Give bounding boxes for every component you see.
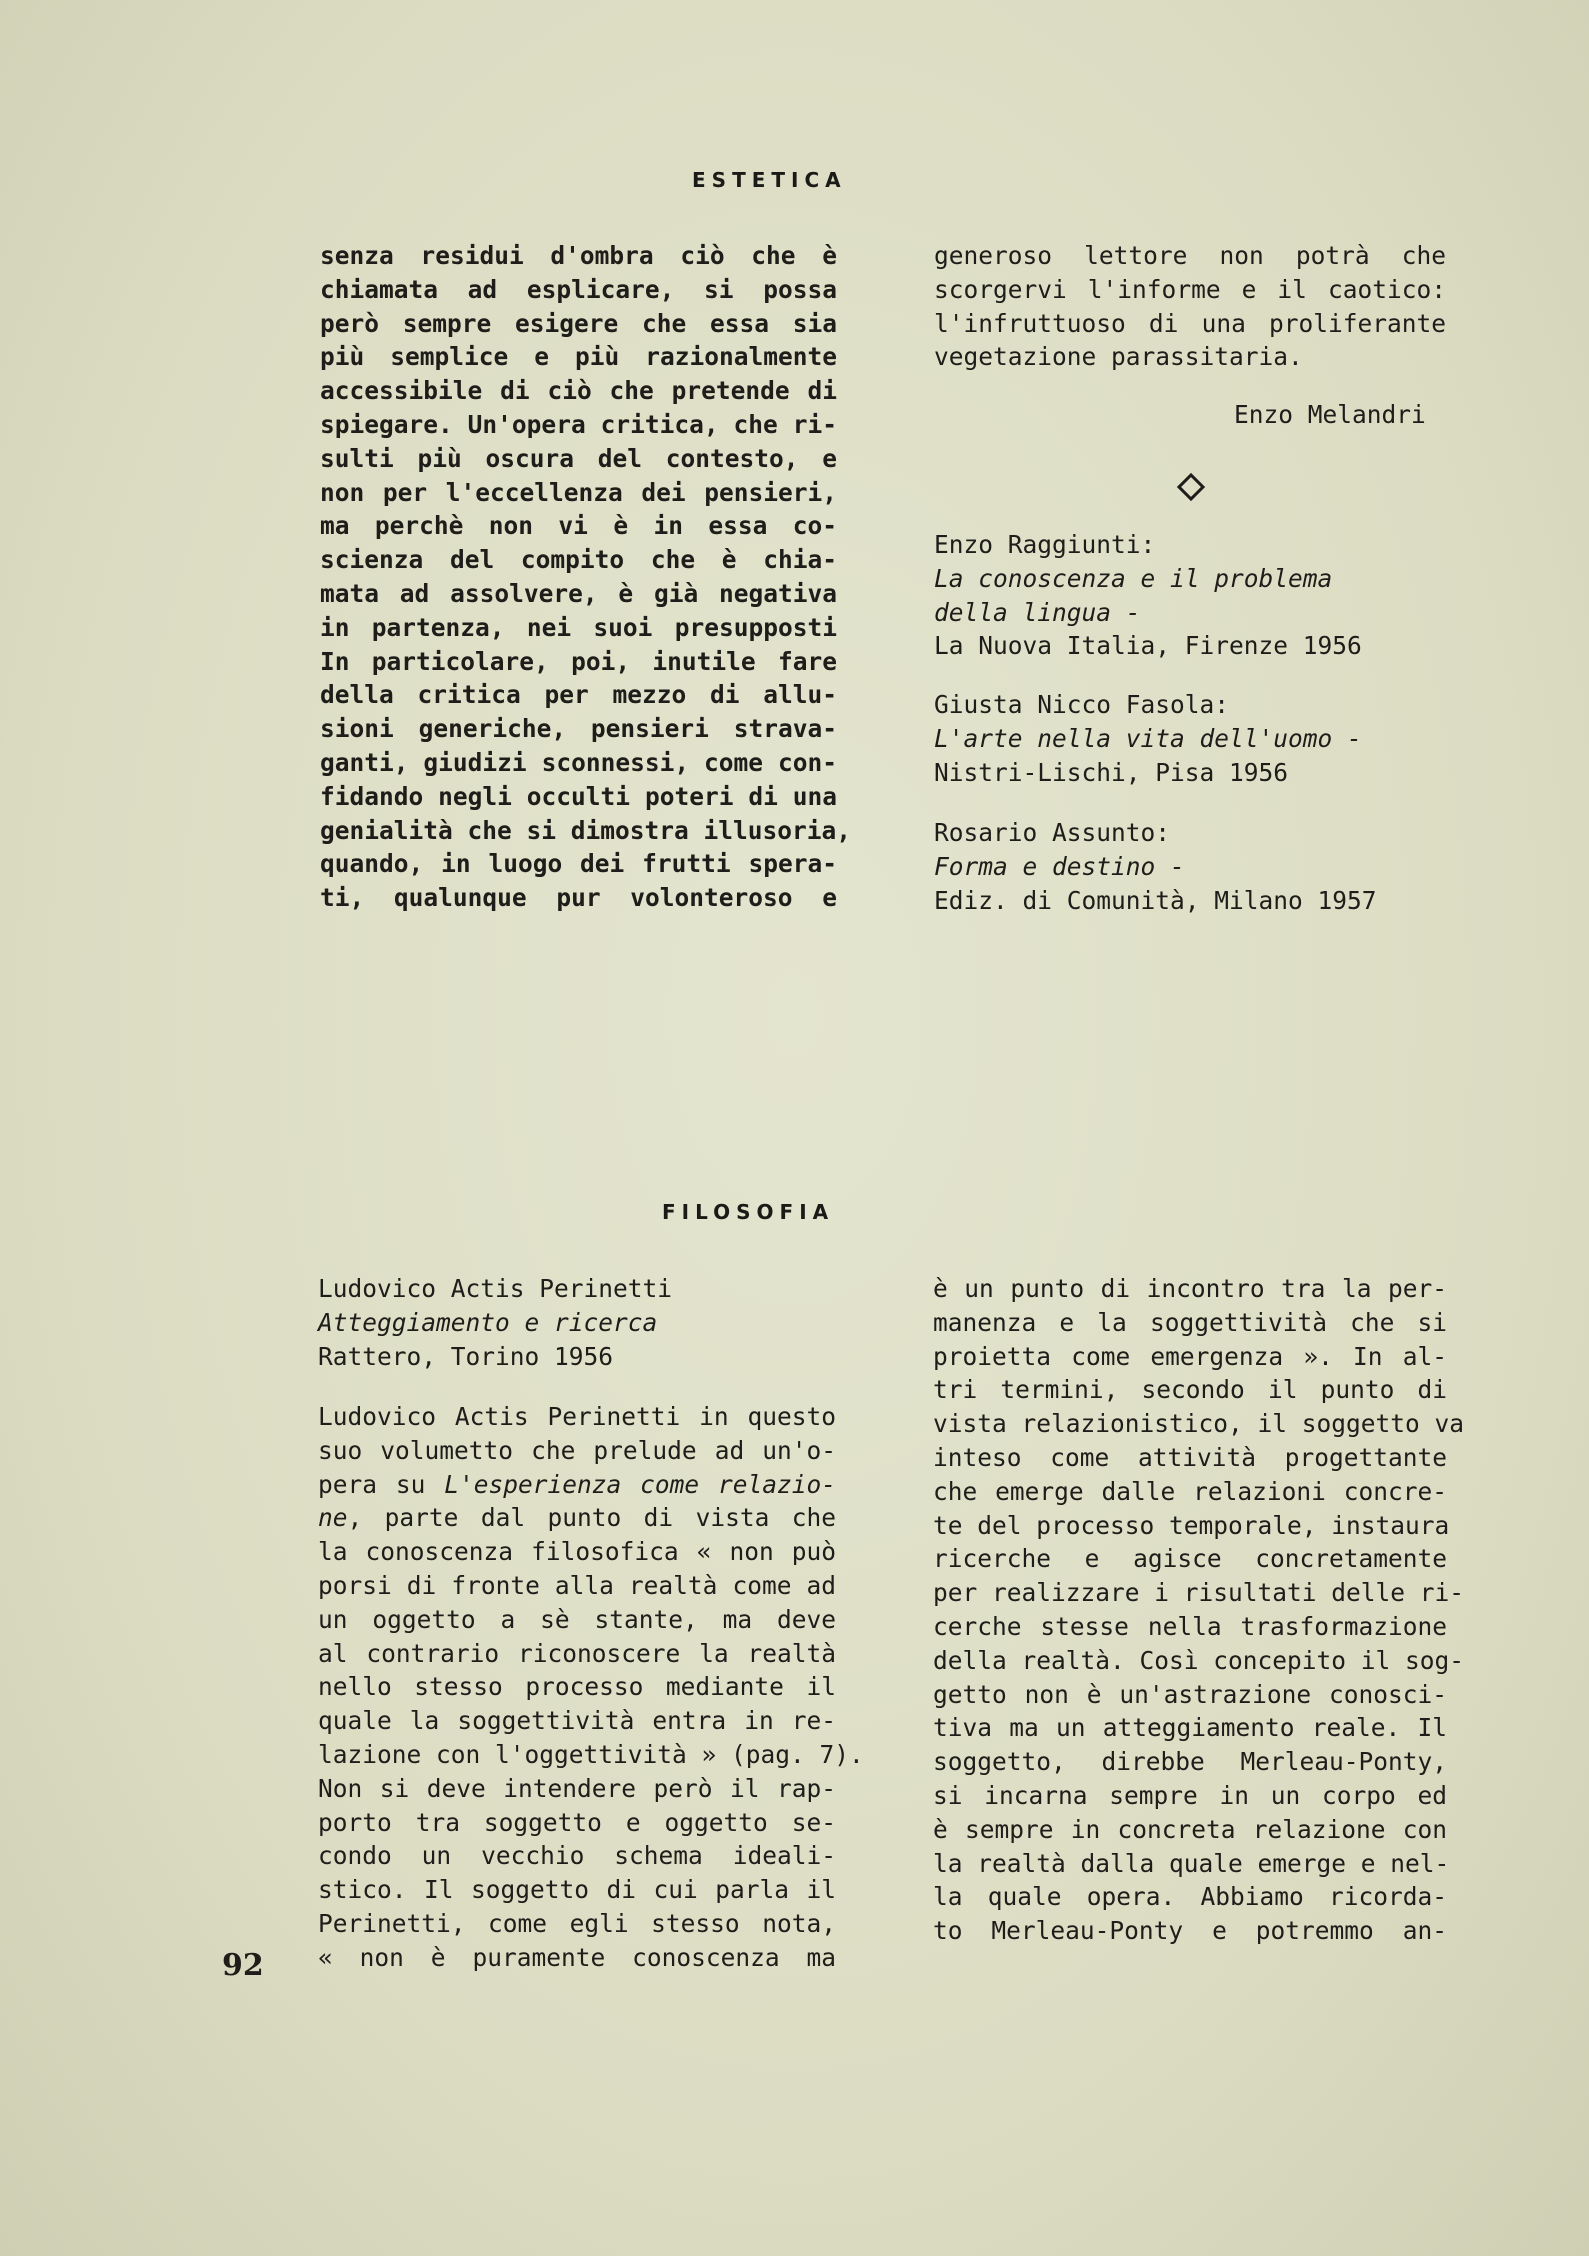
text-line: della critica per mezzo di allu-	[320, 680, 837, 710]
text-line: manenza e la soggettività che si	[933, 1307, 1447, 1337]
page-number: 92	[222, 1948, 264, 1983]
text-line: non per l'eccellenza dei pensieri,	[320, 477, 837, 507]
text-line: porto tra soggetto e oggetto se-	[318, 1807, 836, 1837]
text-line: la realtà dalla quale emerge e nel-	[933, 1848, 1450, 1878]
text-line: della realtà. Così concepito il sog-	[933, 1645, 1465, 1675]
text-line: genialità che si dimostra illusoria,	[320, 815, 852, 845]
text-line: generoso lettore non potrà che	[934, 241, 1446, 270]
text-line: Non si deve intendere però il rap-	[318, 1773, 836, 1803]
text-line: per realizzare i risultati delle ri-	[933, 1578, 1465, 1608]
text-line: inteso come attività progettante	[933, 1442, 1447, 1472]
book-author: Ludovico Actis Perinetti	[318, 1274, 673, 1303]
text-line: però sempre esigere che essa sia	[320, 308, 837, 338]
text-line: vegetazione parassitaria.	[934, 342, 1303, 372]
review-signature: Enzo Melandri	[1234, 400, 1426, 429]
text-line: ricerche e agisce concretamente	[933, 1544, 1447, 1574]
text-line: è sempre in concreta relazione con	[933, 1814, 1447, 1844]
text-line: la conoscenza filosofica « non può	[318, 1537, 836, 1567]
book-publisher: Rattero, Torino 1956	[318, 1341, 614, 1371]
text-line: sioni generiche, pensieri strava-	[320, 714, 837, 744]
book-publisher: La Nuova Italia, Firenze 1956	[934, 631, 1362, 661]
text-line: la quale opera. Abbiamo ricorda-	[933, 1882, 1447, 1912]
text-line: getto non è un'astrazione conosci-	[933, 1679, 1447, 1709]
text-line: condo un vecchio schema ideali-	[318, 1841, 836, 1871]
text-line: Ludovico Actis Perinetti in questo	[318, 1402, 836, 1431]
book-title: Atteggiamento e ricerca	[318, 1307, 658, 1337]
text-line: pera su L'esperienza come relazio-	[318, 1469, 836, 1499]
text-line: chiamata ad esplicare, si possa	[320, 274, 837, 304]
estetica-right-column	[934, 239, 1446, 374]
text-line: tiva ma un atteggiamento reale. Il	[933, 1713, 1447, 1743]
book-publisher: Nistri-Lischi, Pisa 1956	[934, 757, 1289, 787]
book-title: della lingua -	[934, 597, 1141, 627]
book-author: Enzo Raggiunti:	[934, 530, 1156, 559]
text-line: senza residui d'ombra ciò che è	[320, 241, 837, 270]
text-line: proietta come emergenza ». In al-	[933, 1341, 1447, 1371]
text-line: Perinetti, come egli stesso nota,	[318, 1908, 836, 1938]
text-line: ganti, giudizi sconnessi, come con-	[320, 747, 837, 777]
filosofia-left-column	[318, 1400, 864, 1975]
section-heading-estetica: ESTETICA	[692, 168, 847, 192]
text-line: più semplice e più razionalmente	[320, 342, 837, 372]
text-line: sulti più oscura del contesto, e	[320, 443, 837, 473]
text-line: lazione con l'oggettività » (pag. 7).	[318, 1739, 864, 1769]
estetica-left-column	[320, 239, 852, 915]
text-line: un oggetto a sè stante, ma deve	[318, 1604, 836, 1634]
text-line: l'infruttuoso di una proliferante	[934, 308, 1446, 338]
book-entry-assunto	[934, 816, 1377, 917]
text-line: suo volumetto che prelude ad un'o-	[318, 1435, 836, 1465]
section-heading-filosofia: FILOSOFIA	[662, 1200, 835, 1224]
text-line: In particolare, poi, inutile fare	[320, 646, 837, 676]
book-title: L'arte nella vita dell'uomo -	[934, 723, 1362, 753]
text-line: soggetto, direbbe Merleau-Ponty,	[933, 1747, 1447, 1777]
text-line: tri termini, secondo il punto di	[933, 1375, 1447, 1405]
text-line: quale la soggettività entra in re-	[318, 1706, 836, 1736]
text-line: porsi di fronte alla realtà come ad	[318, 1570, 836, 1600]
text-line: al contrario riconoscere la realtà	[318, 1638, 836, 1668]
text-line: ne, parte dal punto di vista che	[318, 1503, 836, 1533]
book-entry-raggiunti	[934, 528, 1362, 663]
text-line: spiegare. Un'opera critica, che ri-	[320, 409, 837, 439]
text-line: ma perchè non vi è in essa co-	[320, 511, 837, 541]
text-line: « non è puramente conoscenza ma	[318, 1942, 836, 1972]
book-title: Forma e destino -	[934, 851, 1185, 881]
text-line: to Merleau-Ponty e potremmo an-	[933, 1916, 1447, 1946]
book-author: Giusta Nicco Fasola:	[934, 690, 1230, 719]
book-author: Rosario Assunto:	[934, 818, 1171, 847]
book-title: La conoscenza e il problema	[934, 563, 1333, 593]
text-line: è un punto di incontro tra la per-	[933, 1274, 1447, 1303]
text-line: nello stesso processo mediante il	[318, 1672, 836, 1702]
text-line: quando, in luogo dei frutti spera-	[320, 849, 837, 879]
text-line: in partenza, nei suoi presupposti	[320, 612, 837, 642]
book-entry-perinetti	[318, 1272, 672, 1373]
text-line: scienza del compito che è chia-	[320, 545, 837, 575]
text-line: mata ad assolvere, è già negativa	[320, 578, 837, 608]
text-line: che emerge dalle relazioni concre-	[933, 1476, 1447, 1506]
text-line: scorgervi l'informe e il caotico:	[934, 274, 1446, 304]
text-line: cerche stesse nella trasformazione	[933, 1611, 1447, 1641]
text-line: ti, qualunque pur volonteroso e	[320, 883, 837, 913]
book-entry-fasola	[934, 688, 1362, 789]
text-line: accessibile di ciò che pretende di	[320, 376, 837, 406]
text-line: fidando negli occulti poteri di una	[320, 781, 837, 811]
text-line: te del processo temporale, instaura	[933, 1510, 1450, 1540]
filosofia-right-column	[933, 1272, 1465, 1948]
text-line: si incarna sempre in un corpo ed	[933, 1780, 1447, 1810]
book-publisher: Ediz. di Comunità, Milano 1957	[934, 885, 1377, 915]
text-line: vista relazionistico, il soggetto va	[933, 1409, 1465, 1439]
text-line: stico. Il soggetto di cui parla il	[318, 1875, 836, 1905]
